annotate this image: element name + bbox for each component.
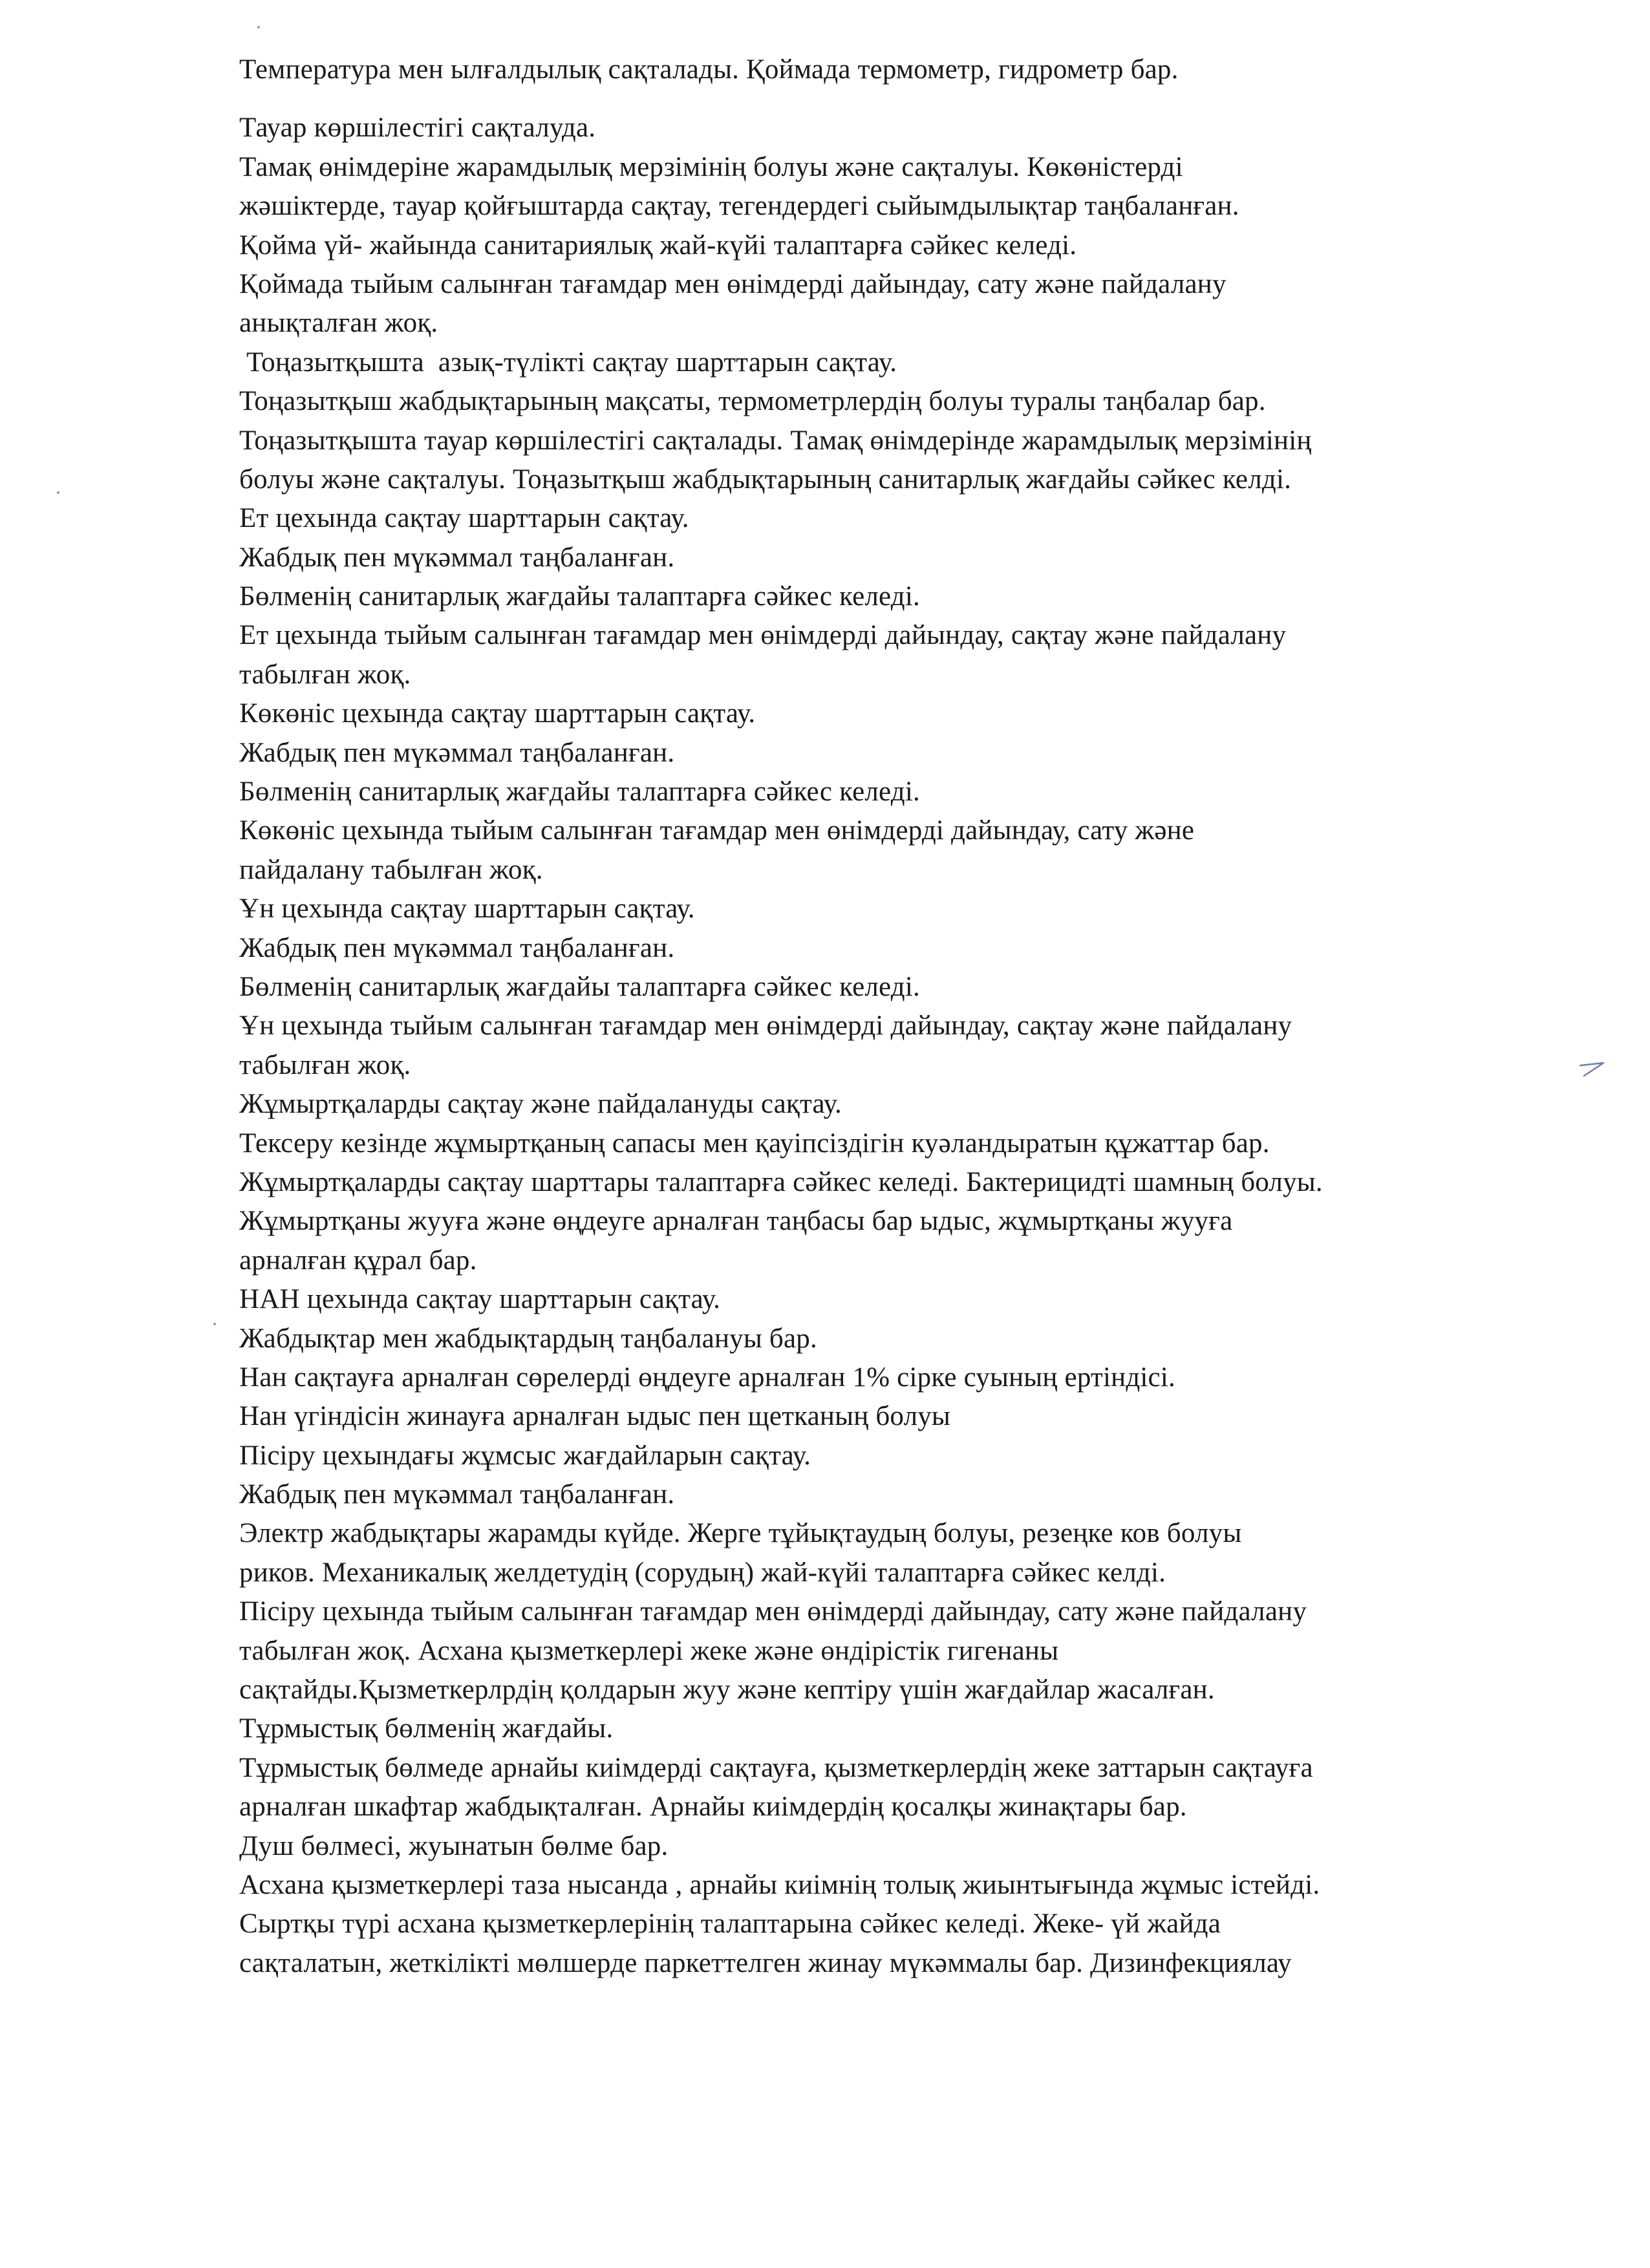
text-line: анықталған жоқ. [239,308,438,339]
text-line: Көкөніс цехында тыйым салынған тағамдар мен өнімдерді дайындау, сату және [239,815,1195,846]
text-line: сақталатын, жеткілікті мөлшерде паркеттелген жинау мүкәммалы бар. Дизинфекциялау [239,1947,1292,1978]
text-line: Тоңазытқыш жабдықтарының мақсаты, термометрлердің болуы туралы таңбалар бар. [239,386,1266,417]
text-line: табылған жоқ. Асхана қызметкерлері жеке және өндірістік гигенаны [239,1635,1059,1666]
scan-speck [257,26,260,28]
text-line: Көкөніс цехында сақтау шарттарын сақтау. [239,698,756,729]
text-line: Тауар көршілестігі сақталуда. [239,112,596,144]
text-line: Ет цехында сақтау шарттарын сақтау. [239,503,689,534]
scan-speck [57,491,59,494]
text-line [239,1983,1552,2022]
text-line: Пісіру цехында тыйым салынған тағамдар мен өнімдерді дайындау, сату және пайдалану [239,1596,1307,1627]
text-line: жәшіктерде, тауар қойғыштарда сақтау, тегендердегі сыйымдылықтар таңбаланған. [239,191,1239,222]
text-line: Тоңазытқышта тауар көршілестігі сақталады. Тамақ өнімдерінде жарамдылық мерзімінің [239,425,1312,456]
text-line: сақтайды.Қызметкерлрдің қолдарын жуу және кептіру үшін жағдайлар жасалған. [239,1674,1215,1706]
text-line: Жұмыртқаларды сақтау және пайдалануды сақтау. [239,1089,842,1120]
text-line: Жабдықтар мен жабдықтардың таңбалануы бар. [239,1323,817,1354]
scan-speck [213,1323,216,1325]
text-line: Бөлменің санитарлық жағдайы талаптарға сәйкес келеді. [239,581,920,612]
text-line: Нан үгіндісін жинауға арналған ыдыс пен щетканың болуы [239,1401,951,1432]
text-line: табылған жоқ. [239,1049,411,1080]
text-line: арналған шкафтар жабдықталған. Арнайы киімдердің қосалқы жинақтары бар. [239,1792,1187,1823]
text-line: Тұрмыстық бөлмеде арнайы киімдерді сақтауға, қызметкерлердің жеке заттарын сақтауға [239,1752,1313,1783]
text-line: Ұн цехында тыйым салынған тағамдар мен өнімдерді дайындау, сақтау және пайдалану [239,1011,1292,1042]
text-line: Электр жабдықтары жарамды күйде. Жерге тұйықтаудың болуы, резеңке ков болуы [239,1518,1242,1549]
text-line: Душ бөлмесі, жуынатын бөлме бар. [239,1830,669,1861]
text-line: болуы және сақталуы. Тоңазытқыш жабдықтарының санитарлық жағдайы сәйкес келді. [239,464,1292,495]
text-line: риков. Механикалық желдетудің (сорудың) жай-күйі талаптарға сәйкес келді. [239,1557,1166,1588]
text-line: Пісіру цехындағы жұмсыс жағдайларын сақтау. [239,1440,811,1471]
text-line: НАН цехында сақтау шарттарын сақтау. [239,1284,721,1315]
document-body [239,50,1552,2022]
text-line: Жабдық пен мүкәммал таңбаланған. [239,737,675,768]
text-line: Жабдық пен мүкәммал таңбаланған. [239,932,675,963]
text-line: Нан сақтауға арналған сөрелерді өңдеуге арналған 1% сірке суының ертіндісі. [239,1362,1175,1393]
text-line: Сыртқы түрі асхана қызметкерлерінің талаптарына сәйкес келеді. Жеке- үй жайда [239,1909,1221,1940]
text-line: Бөлменің санитарлық жағдайы талаптарға сәйкес келеді. [239,776,920,808]
text-line: Қоймада тыйым салынған тағамдар мен өнімдерді дайындау, сату және пайдалану [239,268,1227,299]
text-line: Жұмыртқаны жууға және өңдеуге арналған таңбасы бар ыдыс, жұмыртқаны жууға [239,1206,1233,1237]
text-line: Тексеру кезінде жұмыртқаның сапасы мен қауіпсіздігін куәландыратын құжаттар бар. [239,1128,1270,1159]
text-line: Тамақ өнімдеріне жарамдылық мерзімінің болуы және сақталуы. Көкөністерді [239,151,1183,182]
text-line: Жұмыртқаларды сақтау шарттары талаптарға сәйкес келеді. Бактерицидті шамның болуы. [239,1166,1323,1197]
text-line: Қойма үй- жайында санитариялық жай-күйі талаптарға сәйкес келеді. [239,230,1077,261]
text-line: Температура мен ылғалдылық сақталады. Қоймада термометр, гидрометр бар. [239,54,1179,85]
text-line: табылған жоқ. [239,659,411,690]
text-line: Ет цехында тыйым салынған тағамдар мен өнімдерді дайындау, сақтау және пайдалану [239,620,1287,651]
text-line: пайдалану табылған жоқ. [239,854,543,885]
text-line: Тұрмыстық бөлменің жағдайы. [239,1713,614,1744]
pen-stroke-mark [1578,1060,1609,1078]
text-line: Жабдық пен мүкәммал таңбаланған. [239,542,675,573]
text-line: Бөлменің санитарлық жағдайы талаптарға сәйкес келеді. [239,971,920,1002]
text-line: Асхана қызметкерлері таза нысанда , арнайы киімнің толық жиынтығында жұмыс істейді. [239,1869,1320,1900]
text-line: арналған құрал бар. [239,1245,477,1276]
text-line: Ұн цехында сақтау шарттарын сақтау. [239,893,695,925]
text-line: Жабдық пен мүкәммал таңбаланған. [239,1479,675,1510]
text-line: Тоңазытқышта азық-түлікті сақтау шарттарын сақтау. [239,347,897,378]
